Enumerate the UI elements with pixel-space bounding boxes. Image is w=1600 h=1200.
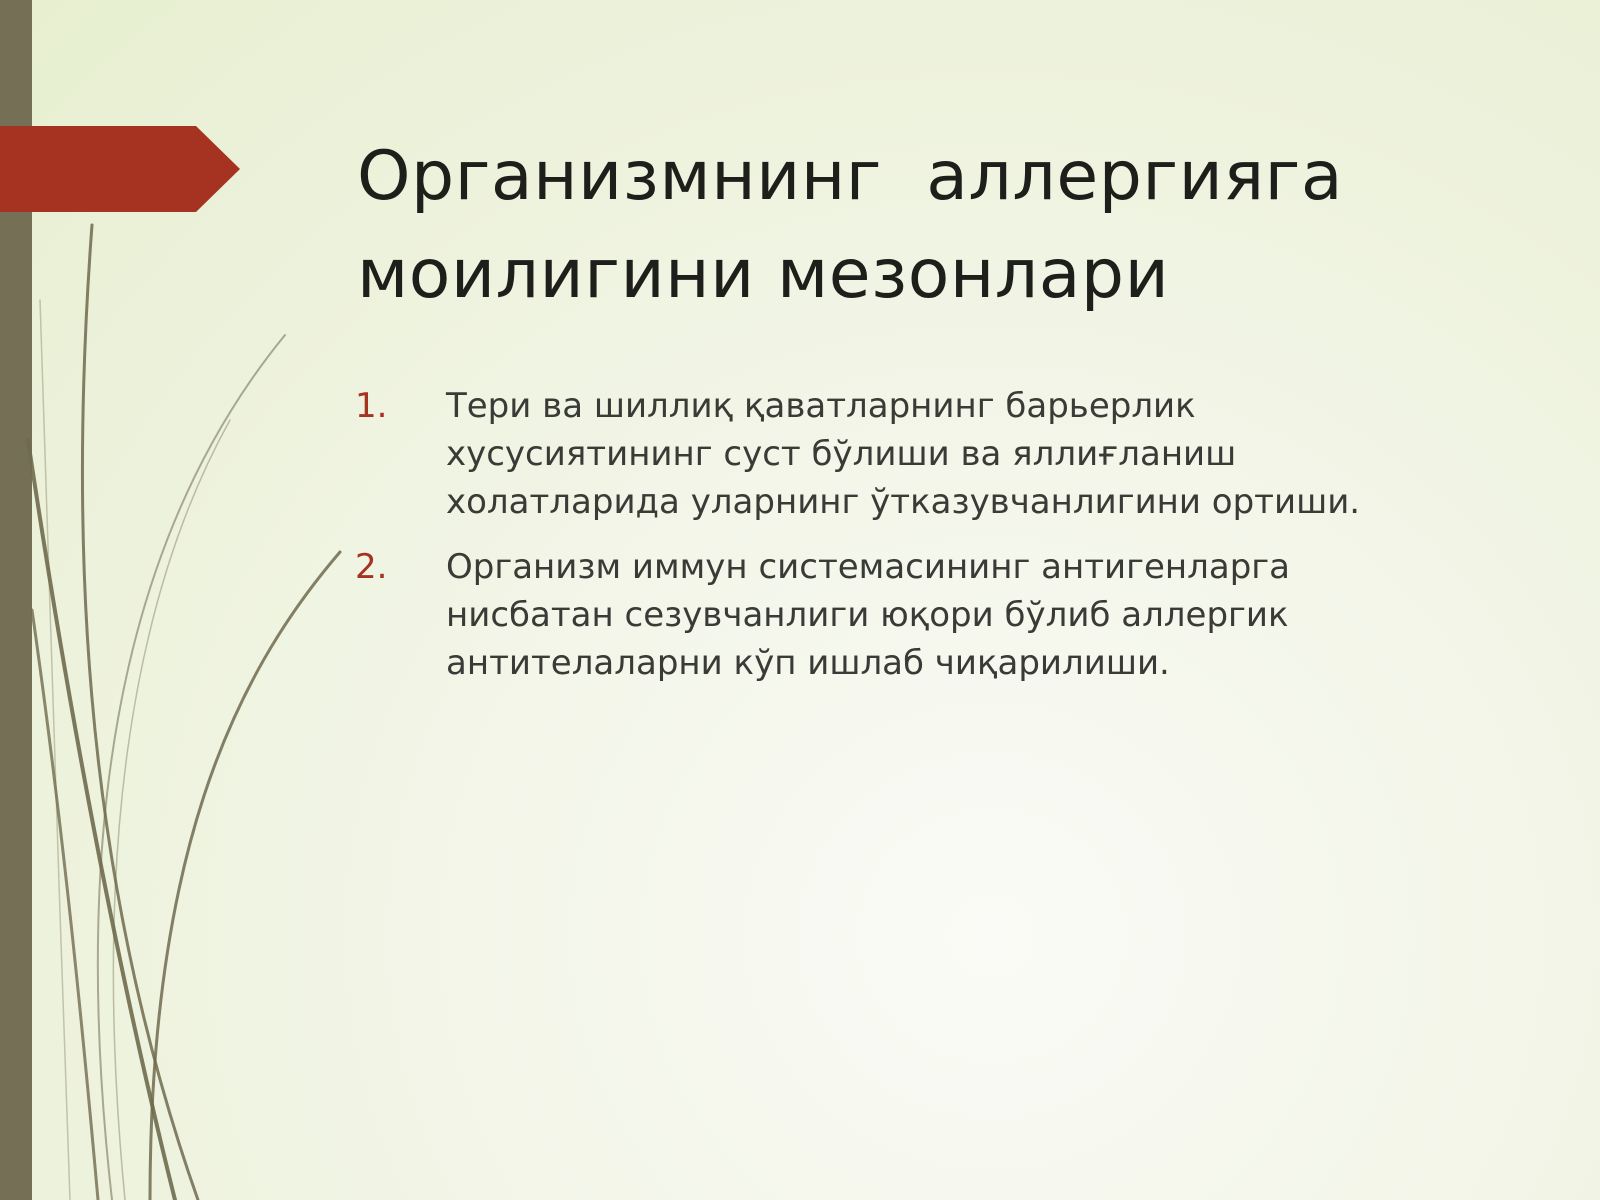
title-arrow-banner	[0, 126, 240, 212]
list-item-text-line: антителаларни кўп ишлаб чиқарилиши.	[446, 643, 1170, 683]
slide-title	[357, 128, 1537, 324]
list-item-text-line: Тери ва шиллиқ қаватларнинг барьерлик	[446, 386, 1196, 426]
grass-blade	[113, 420, 230, 1200]
list-item-number: 1.	[355, 386, 388, 426]
grass-blade	[32, 610, 98, 1200]
slide-title-line-2: моилигини мезонлари	[357, 235, 1170, 314]
list-item-text-line: хусусиятининг суст бўлиши ва яллиғланиш	[446, 434, 1237, 474]
list-item-number: 2.	[355, 547, 388, 587]
list-item	[355, 543, 1505, 687]
list-item	[355, 382, 1505, 526]
slide-title-line-1: Организмнинг аллергияга	[357, 137, 1344, 216]
list-item-text-line: Организм иммун системасининг антигенларга	[446, 547, 1290, 587]
grass-blade	[40, 300, 70, 1200]
criteria-list	[355, 382, 1505, 704]
grass-blade	[150, 552, 340, 1200]
list-item-text-line: холатларида уларнинг ўтказувчанлигини ортиши.	[446, 482, 1361, 522]
list-item-text-line: нисбатан сезувчанлиги юқори бўлиб аллергик	[446, 595, 1289, 635]
